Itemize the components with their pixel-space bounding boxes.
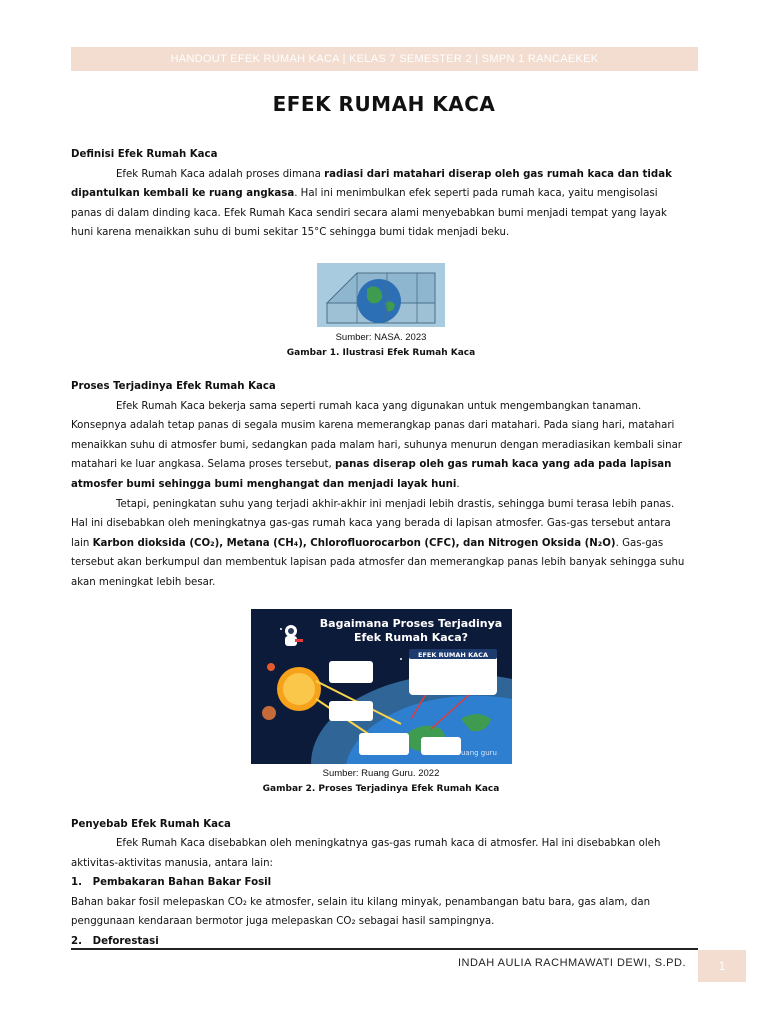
page-title: EFEK RUMAH KACA	[272, 92, 496, 116]
figure-2-source: Sumber: Ruang Guru. 2022	[322, 767, 440, 779]
footer-divider	[71, 948, 698, 950]
section-heading-proses: Proses Terjadinya Efek Rumah Kaca	[71, 380, 276, 392]
infographic-label: EFEK RUMAH KACA	[417, 650, 488, 659]
paragraph-definisi: Efek Rumah Kaca adalah proses dimana radiasi dari matahari diserap oleh gas rumah kaca dan tidak dipantulkan kembali ke ruang angkasa. Hal ini menimbulkan efek seperti pada rumah kaca, yaitu mengisolasi panas di dalam dinding kaca. Efek Rumah Kaca sendiri secara alami menyebabkan bumi menjadi tempat yang layak huni karena menaikkan suhu di bumi sekitar 15°C sehingga bumi tidak menjadi beku.	[71, 168, 672, 239]
list-item-1-text: Bahan bakar fosil melepaskan CO₂ ke atmosfer, selain itu kilang minyak, penambangan batu bara, gas alam, dan penggunaan kendaraan bermotor juga melepaskan CO₂ sebagai hasil sampingnya.	[71, 896, 651, 928]
brand-watermark: ruang guru	[457, 748, 497, 757]
page-number: 1	[718, 959, 726, 973]
section-heading-penyebab: Penyebab Efek Rumah Kaca	[71, 818, 231, 830]
header-bar	[71, 47, 698, 71]
figure-1	[71, 263, 691, 361]
header-text: HANDOUT EFEK RUMAH KACA | KELAS 7 SEMESTER 2 | SMPN 1 RANCAEKEK	[170, 53, 599, 65]
figure-2-caption: Gambar 2. Proses Terjadinya Efek Rumah Kaca	[262, 783, 500, 794]
page-number-badge	[698, 950, 746, 982]
planet-icon	[262, 706, 276, 720]
figure-2	[71, 609, 691, 797]
paragraph-proses-1: Efek Rumah Kaca bekerja sama seperti rumah kaca yang digunakan untuk mengembangkan tanaman. Konsepnya adalah tetap panas di segala musim karena memerangkap panas dari matahari. Pada siang hari, matahari menaikkan suhu di atmosfer bumi, sedangkan pada malam hari, suhunya menurun dengan meradiasikan kembali sinar matahari ke luar angkasa. Selama proses tersebut, panas diserap oleh gas rumah kaca yang ada pada lapisan atmosfer bumi sehingga bumi menghangat dan menjadi layak huni.	[71, 400, 682, 490]
figure-1-caption: Gambar 1. Ilustrasi Efek Rumah Kaca	[286, 347, 476, 358]
info-box-1	[329, 661, 373, 683]
document-body	[71, 145, 691, 952]
greenhouse-illustration	[317, 263, 445, 327]
greenhouse-process-infographic	[251, 609, 512, 764]
figure-1-source: Sumber: NASA. 2023	[335, 331, 427, 343]
paragraph-proses-2: Tetapi, peningkatan suhu yang terjadi akhir-akhir ini menjadi lebih drastis, sehingga bumi terasa lebih panas. Hal ini disebabkan oleh meningkatnya gas-gas rumah kaca yang berada di lapisan atmosfer. Gas-gas tersebut antara lain Karbon dioksida (CO₂), Metana (CH₄), Chlorofluorocarbon (CFC), dan Nitrogen Oksida (N₂O). Gas-gas tersebut akan berkumpul dan membentuk lapisan pada atmosfer dan memerangkap panas lebih banyak sehingga suhu akan meningkat lebih besar.	[71, 498, 685, 588]
info-box-3	[359, 733, 409, 755]
bold-proses-1: panas diserap oleh gas rumah kaca yang ada pada lapisan atmosfer bumi sehingga bumi menghangat dan menjadi layak huni	[71, 459, 672, 490]
infographic-title-line2: Efek Rumah Kaca?	[353, 630, 468, 644]
bold-proses-2: Karbon dioksida (CO₂), Metana (CH₄), Chlorofluorocarbon (CFC), dan Nitrogen Oksida (N₂O)	[92, 537, 616, 549]
small-planet-icon	[267, 663, 275, 671]
infographic-title-line1: Bagaimana Proses Terjadinya	[319, 616, 502, 630]
list-item-1-title: 1. Pembakaran Bahan Bakar Fosil	[71, 877, 272, 889]
section-heading-definisi: Definisi Efek Rumah Kaca	[71, 149, 218, 160]
list-item-2-title: 2. Deforestasi	[71, 936, 159, 948]
info-box-4	[421, 737, 461, 755]
paragraph-penyebab: Efek Rumah Kaca disebabkan oleh meningkatnya gas-gas rumah kaca di atmosfer. Hal ini disebabkan oleh aktivitas-aktivitas manusia, antara lain:	[71, 838, 661, 869]
bold-definisi: radiasi dari matahari diserap oleh gas rumah kaca dan tidak dipantulkan kembali ke ruang angkasa	[71, 168, 672, 200]
info-box-2	[329, 701, 373, 721]
footer-author: INDAH AULIA RACHMAWATI DEWI, S.PD.	[457, 957, 686, 969]
